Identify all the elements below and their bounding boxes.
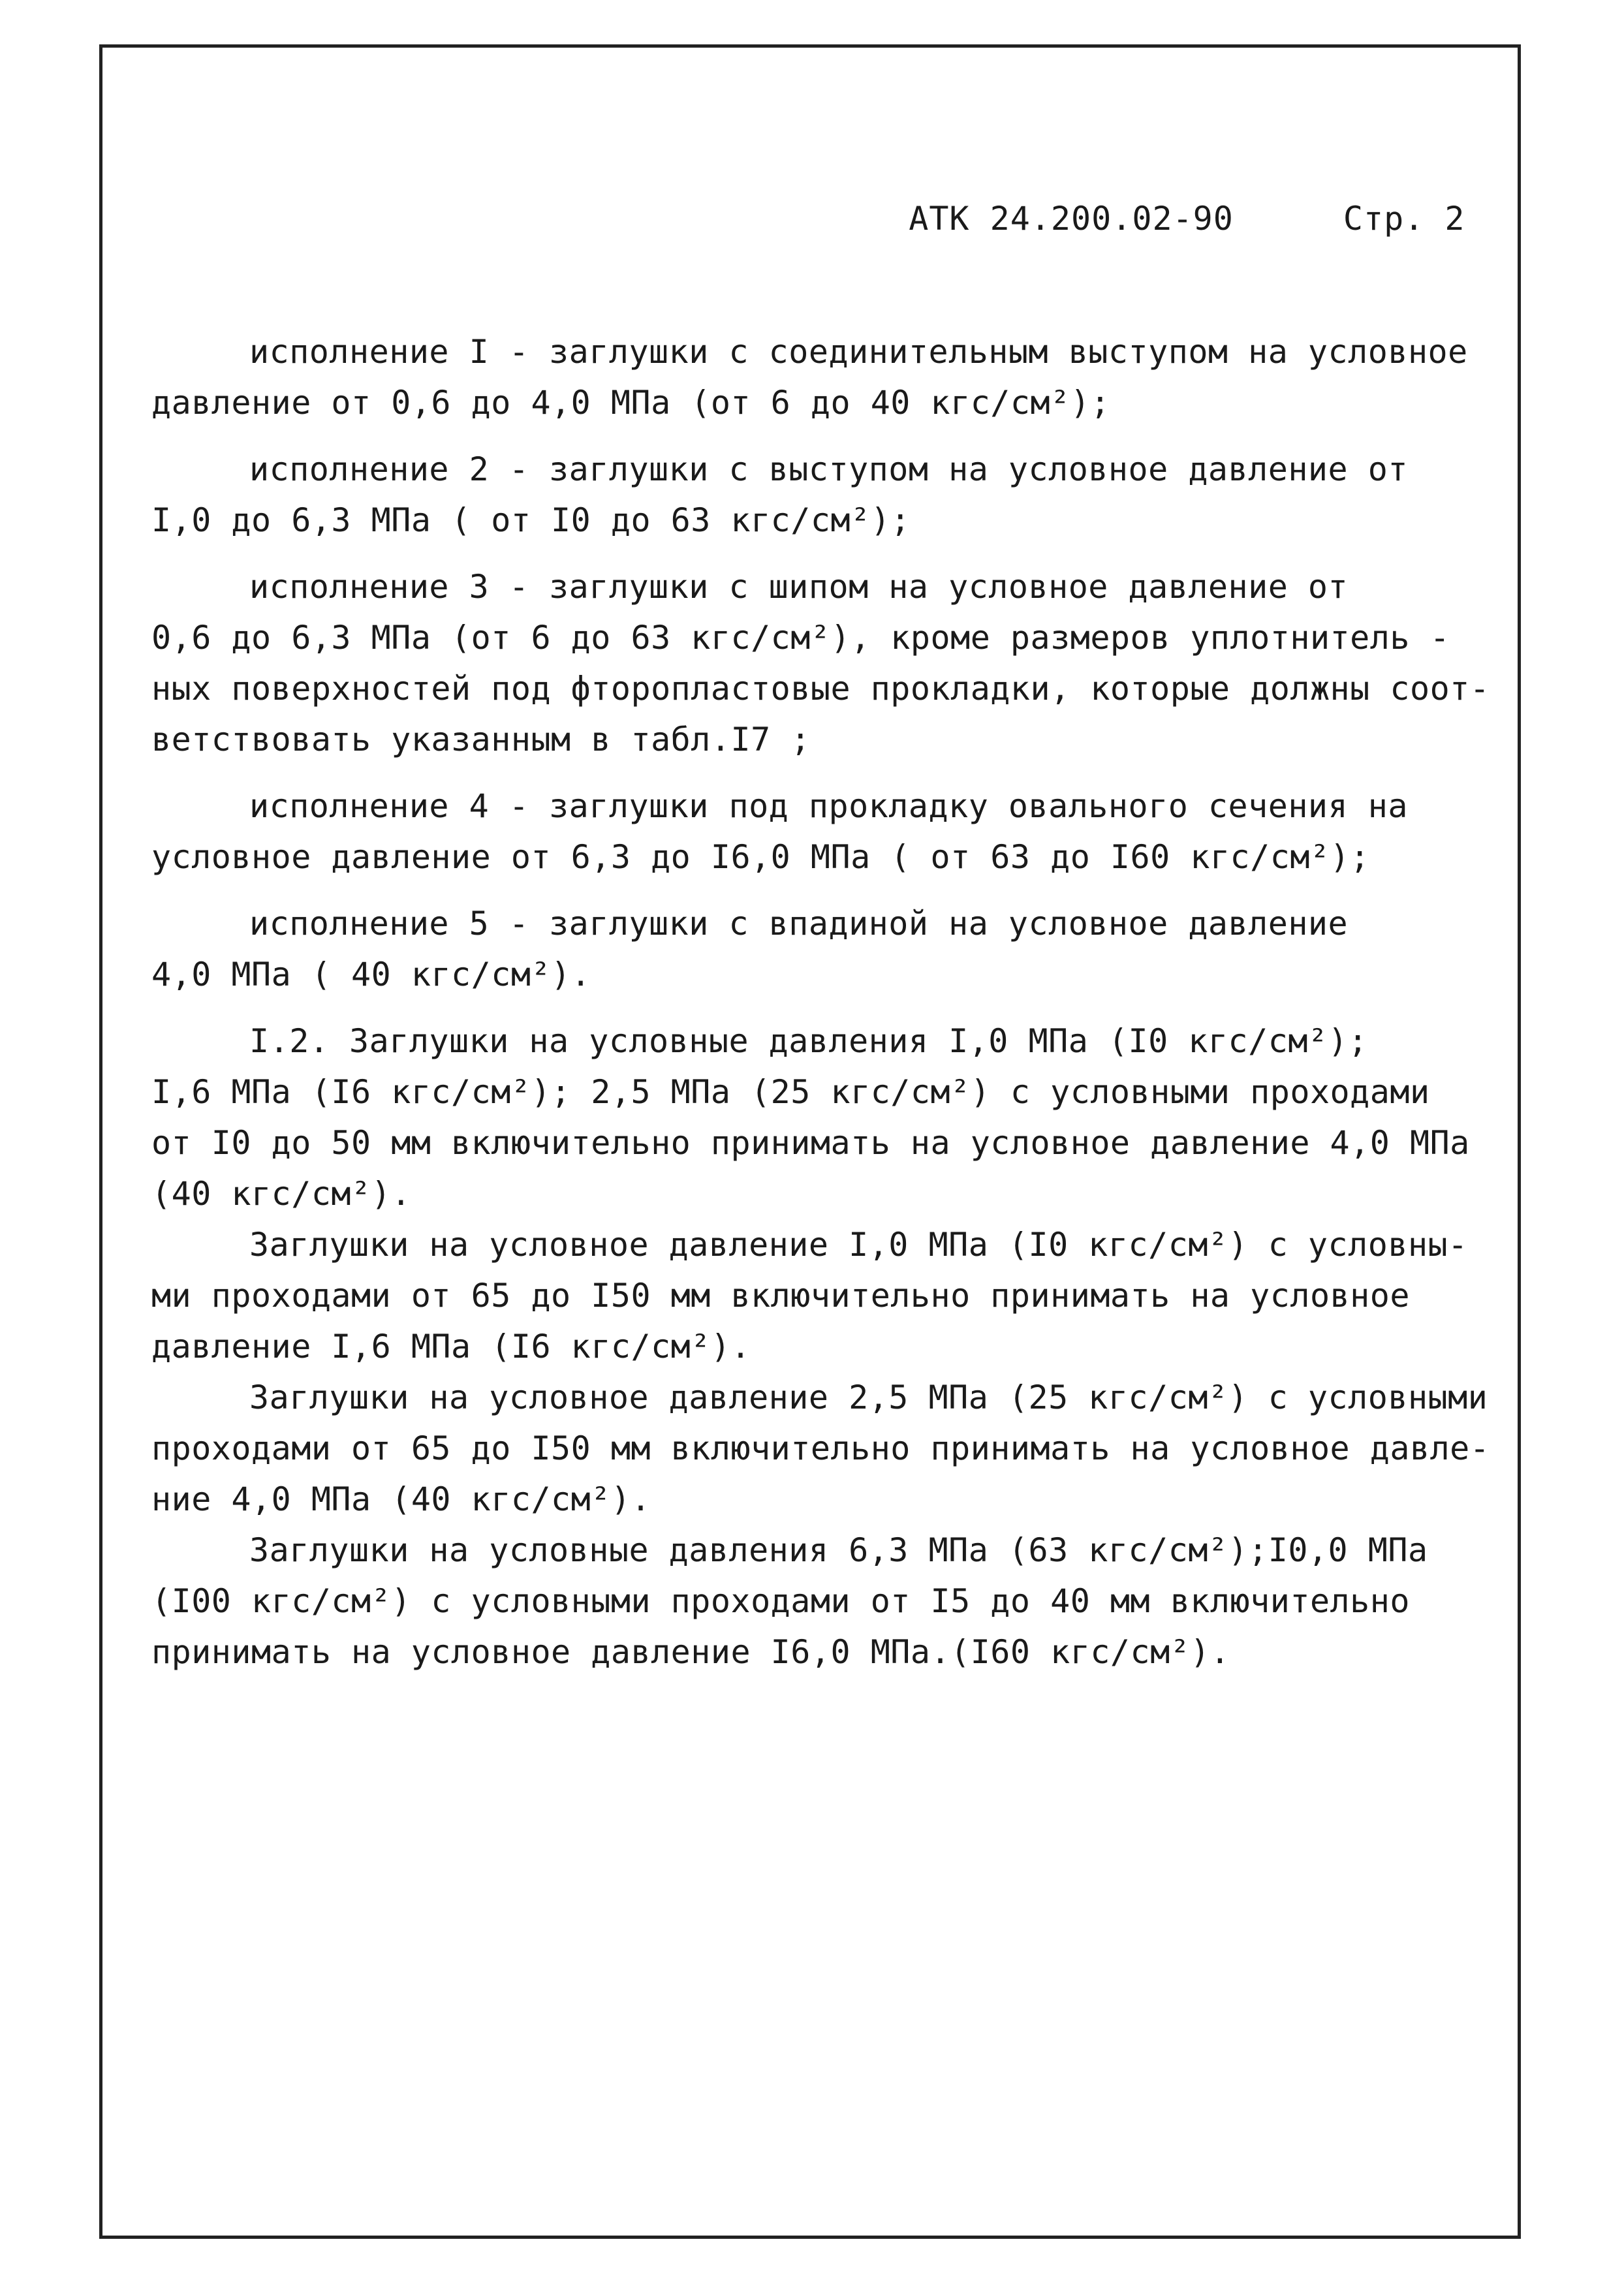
text-line: исполнение 5 - заглушки с впадиной на условное давление (249, 905, 1349, 943)
text-line: ветствовать указанным в табл.I7 ; (151, 721, 811, 758)
text-line: исполнение I - заглушки с соединительным выступом на условное (249, 333, 1468, 371)
text-line: от I0 до 50 мм включительно принимать на условное давление 4,0 МПа (151, 1124, 1470, 1162)
paragraph-version-3 (151, 561, 1509, 765)
paragraph-version-5 (151, 898, 1509, 1000)
text-line: Заглушки на условное давление 2,5 МПа (25 кгс/см²) с условными (249, 1379, 1488, 1416)
paragraph-clause-1-2 (151, 1016, 1509, 1219)
paragraph-version-2 (151, 444, 1509, 546)
text-line: 4,0 МПа ( 40 кгс/см²). (151, 956, 591, 993)
document-code: АТК 24.200.02-90 (909, 200, 1234, 238)
paragraph-plugs-25 (151, 1372, 1509, 1525)
text-line: Заглушки на условное давление I,0 МПа (I0 кгс/см²) с условны- (249, 1226, 1468, 1264)
text-line: ми проходами от 65 до I50 мм включительно принимать на условное (151, 1277, 1410, 1315)
text-line: проходами от 65 до I50 мм включительно принимать на условное давле- (151, 1429, 1490, 1467)
text-line: исполнение 3 - заглушки с шипом на условное давление от (249, 568, 1349, 606)
text-line: ных поверхностей под фторопластовые прокладки, которые должны соот- (151, 670, 1490, 708)
paragraph-version-1 (151, 326, 1509, 428)
paragraph-plugs-63 (151, 1525, 1509, 1677)
document-body (151, 326, 1509, 1677)
text-line: I,6 МПа (I6 кгс/см²); 2,5 МПа (25 кгс/см²) с условными проходами (151, 1073, 1430, 1111)
text-line: ние 4,0 МПа (40 кгс/см²). (151, 1480, 651, 1518)
text-line: исполнение 2 - заглушки с выступом на условное давление от (249, 450, 1408, 488)
paragraph-version-4 (151, 781, 1509, 882)
text-line: (40 кгс/см²). (151, 1175, 411, 1213)
text-line: давление от 0,6 до 4,0 МПа (от 6 до 40 кгс/см²); (151, 384, 1110, 422)
paragraph-plugs-10 (151, 1219, 1509, 1372)
text-line: исполнение 4 - заглушки под прокладку овального сечения на (249, 787, 1408, 825)
text-line: давление I,6 МПа (I6 кгс/см²). (151, 1328, 751, 1365)
text-line: принимать на условное давление I6,0 МПа.(I60 кгс/см²). (151, 1633, 1230, 1671)
text-line: (I00 кгс/см²) с условными проходами от I5 до 40 мм включительно (151, 1582, 1410, 1620)
page-header (868, 162, 1465, 238)
text-line: Заглушки на условные давления 6,3 МПа (63 кгс/см²);I0,0 МПа (249, 1531, 1428, 1569)
text-line: I.2. Заглушки на условные давления I,0 МПа (I0 кгс/см²); (249, 1022, 1368, 1060)
text-line: условное давление от 6,3 до I6,0 МПа ( от 63 до I60 кгс/см²); (151, 838, 1370, 876)
text-line: I,0 до 6,3 МПа ( от I0 до 63 кгс/см²); (151, 501, 911, 539)
text-line: 0,6 до 6,3 МПа (от 6 до 63 кгс/см²), кроме размеров уплотнитель - (151, 619, 1450, 657)
page-number: Стр. 2 (1343, 200, 1465, 238)
